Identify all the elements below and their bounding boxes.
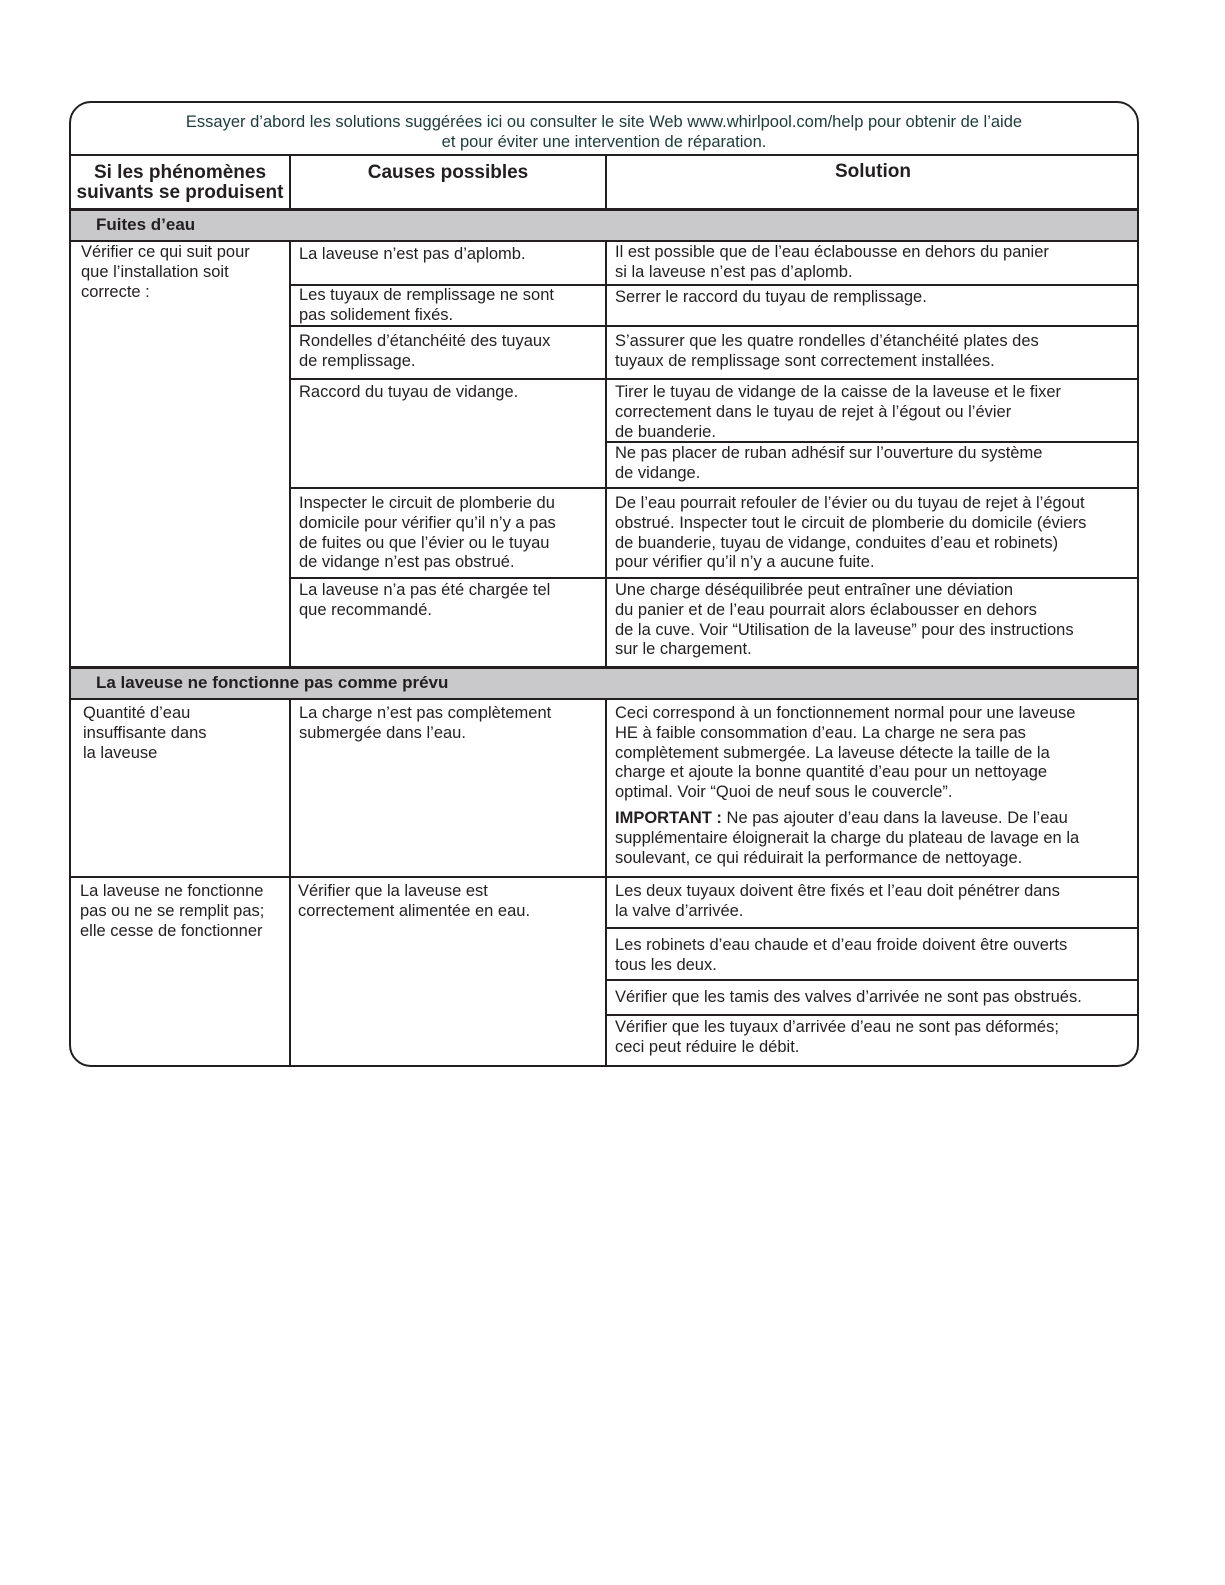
solution-fill-hoses xyxy=(615,288,927,308)
solution-drain-hose xyxy=(615,383,1061,442)
cause-water-supply xyxy=(298,882,530,922)
solution-line: Ne pas placer de ruban adhésif sur l’ouverture du système xyxy=(615,444,1043,462)
divider xyxy=(606,979,1139,981)
divider xyxy=(71,240,1137,242)
intro-line-2: et pour éviter une intervention de réparation. xyxy=(441,132,767,151)
solution-line: Les robinets d’eau chaude et d’eau froide doivent être ouverts xyxy=(615,936,1068,954)
divider xyxy=(606,1014,1139,1016)
column-header-symptom xyxy=(71,163,289,203)
symptom-line: que l’installation soit xyxy=(81,262,229,281)
cause-fill-hoses xyxy=(299,286,554,326)
intro-line-1: Essayer d’abord les solutions suggérées ici ou consulter le site Web www.whirlpool.com/help pour obtenir de l’aide xyxy=(185,113,1023,131)
solution-not-level xyxy=(615,243,1049,283)
cause-line: Inspecter le circuit de plomberie du xyxy=(299,494,555,512)
divider xyxy=(606,927,1139,929)
solution-line: de buanderie. xyxy=(615,422,716,441)
cause-line: correctement alimentée en eau. xyxy=(298,901,531,920)
solution-line: Serrer le raccord du tuyau de remplissage. xyxy=(615,288,927,306)
solution-hoses-attached xyxy=(615,882,1060,922)
section-header-leaks: Fuites d’eau xyxy=(71,211,1137,240)
column-header-symptom-line-2: suivants se produisent xyxy=(76,182,284,203)
solution-important xyxy=(615,809,1079,868)
symptom-line: La laveuse ne fonctionne xyxy=(80,882,264,900)
cause-line: de fuites ou que l’évier ou le tuyau xyxy=(299,533,550,552)
solution-line: obstrué. Inspecter tout le circuit de plomberie du domicile (éviers xyxy=(615,513,1087,532)
symptom-low-water xyxy=(83,704,207,763)
cause-line: Vérifier que la laveuse est xyxy=(298,882,488,900)
solution-line: supplémentaire éloignerait la charge du plateau de lavage en la xyxy=(615,828,1080,847)
important-label: IMPORTANT : xyxy=(615,809,722,827)
cause-line: Rondelles d’étanchéité des tuyaux xyxy=(299,332,551,350)
section-header-not-working: La laveuse ne fonctionne pas comme prévu xyxy=(71,669,1137,698)
column-header-causes: Causes possibles xyxy=(367,162,529,183)
important-text: Ne pas ajouter d’eau dans la laveuse. De l’eau xyxy=(721,809,1068,827)
divider xyxy=(605,155,607,209)
cause-line: de remplissage. xyxy=(299,351,416,370)
solution-line: correctement dans le tuyau de rejet à l’égout ou l’évier xyxy=(615,402,1012,421)
divider xyxy=(289,700,291,1067)
symptom-installation xyxy=(81,243,250,302)
solution-line: de buanderie, tuyau de vidange, conduites d’eau et robinets) xyxy=(615,533,1059,552)
solution-line: la valve d’arrivée. xyxy=(615,901,744,920)
troubleshooting-table xyxy=(69,101,1139,1067)
solution-line: pour vérifier qu’il n’y a aucune fuite. xyxy=(615,553,875,572)
solution-line: du panier et de l’eau pourrait alors éclabousser en dehors xyxy=(615,600,1037,619)
cause-loading xyxy=(299,581,550,621)
symptom-line: la laveuse xyxy=(83,743,158,762)
solution-line: tous les deux. xyxy=(615,955,717,974)
symptom-line: correcte : xyxy=(81,282,150,301)
solution-line: de la cuve. Voir “Utilisation de la laveuse” pour des instructions xyxy=(615,620,1074,639)
cause-plumbing xyxy=(299,494,556,573)
solution-screens xyxy=(615,988,1082,1008)
divider xyxy=(605,700,607,1067)
cause-line: Raccord du tuyau de vidange. xyxy=(299,383,519,401)
divider xyxy=(290,577,1139,579)
symptom-line: Vérifier ce qui suit pour xyxy=(81,243,250,261)
cause-line: domicile pour vérifier qu’il n’y a pas xyxy=(299,513,556,532)
divider xyxy=(71,154,1137,156)
solution-line xyxy=(615,809,1079,829)
divider xyxy=(289,242,291,668)
solution-line: De l’eau pourrait refouler de l’évier ou du tuyau de rejet à l’égout xyxy=(615,494,1085,512)
solution-line: Tirer le tuyau de vidange de la caisse de la laveuse et le fixer xyxy=(615,383,1062,401)
solution-line: optimal. Voir “Quoi de neuf sous le couvercle”. xyxy=(615,783,953,802)
solution-line: si la laveuse n’est pas d’aplomb. xyxy=(615,262,853,281)
column-header-solution: Solution xyxy=(835,161,911,182)
symptom-line: pas ou ne se remplit pas; xyxy=(80,901,265,920)
cause-line: pas solidement fixés. xyxy=(299,305,454,324)
cause-line: de vidange n’est pas obstrué. xyxy=(299,553,515,572)
solution-line: charge et ajoute la bonne quantité d’eau pour un nettoyage xyxy=(615,763,1048,782)
cause-drain-hose xyxy=(299,383,518,403)
cause-line: submergée dans l’eau. xyxy=(299,723,466,742)
cause-line: que recommandé. xyxy=(299,600,432,619)
cause-line: Les tuyaux de remplissage ne sont xyxy=(299,286,554,304)
divider xyxy=(289,155,291,209)
divider xyxy=(71,876,1137,878)
solution-line: Ceci correspond à un fonctionnement normal pour une laveuse xyxy=(615,704,1076,722)
solution-normal-he xyxy=(615,704,1075,803)
solution-line: Une charge déséquilibrée peut entraîner une déviation xyxy=(615,581,1014,599)
divider xyxy=(290,325,1139,327)
solution-kinked-hoses xyxy=(615,1018,1059,1058)
solution-line: Il est possible que de l’eau éclabousse en dehors du panier xyxy=(615,243,1049,261)
solution-line: complètement submergée. La laveuse détecte la taille de la xyxy=(615,743,1050,762)
solution-line: Vérifier que les tuyaux d’arrivée d’eau ne sont pas déformés; xyxy=(615,1018,1059,1036)
solution-drain-tape xyxy=(615,444,1042,484)
cause-washers xyxy=(299,332,550,372)
solution-line: sur le chargement. xyxy=(615,640,752,659)
solution-line: ceci peut réduire le débit. xyxy=(615,1037,800,1056)
solution-line: soulevant, ce qui réduirait la performance de nettoyage. xyxy=(615,848,1023,867)
symptom-line: insuffisante dans xyxy=(83,723,207,742)
cause-line: La charge n’est pas complètement xyxy=(299,704,552,722)
solution-line: HE à faible consommation d’eau. La charge ne sera pas xyxy=(615,723,1026,742)
intro-text xyxy=(71,103,1137,155)
cause-not-submerged xyxy=(299,704,551,744)
symptom-line: elle cesse de fonctionner xyxy=(80,921,263,940)
solution-loading xyxy=(615,581,1074,660)
solution-line: Vérifier que les tamis des valves d’arrivée ne sont pas obstrués. xyxy=(615,988,1082,1006)
divider xyxy=(605,242,607,668)
cause-line: La laveuse n’a pas été chargée tel xyxy=(299,581,551,599)
symptom-line: Quantité d’eau xyxy=(83,704,191,722)
solution-line: S’assurer que les quatre rondelles d’étanchéité plates des xyxy=(615,332,1039,350)
solution-washers xyxy=(615,332,1039,372)
column-header-symptom-line-1: Si les phénomènes xyxy=(93,162,267,183)
solution-line: tuyaux de remplissage sont correctement installées. xyxy=(615,351,995,370)
divider xyxy=(290,487,1139,489)
divider xyxy=(606,441,1139,443)
solution-line: de vidange. xyxy=(615,463,701,482)
solution-line: Les deux tuyaux doivent être fixés et l’eau doit pénétrer dans xyxy=(615,882,1060,900)
divider xyxy=(71,698,1137,700)
solution-plumbing xyxy=(615,494,1086,573)
cause-line: La laveuse n’est pas d’aplomb. xyxy=(299,245,526,263)
symptom-not-filling xyxy=(80,882,264,941)
solution-faucets-open xyxy=(615,936,1067,976)
cause-not-level xyxy=(299,245,526,265)
divider xyxy=(290,378,1139,380)
